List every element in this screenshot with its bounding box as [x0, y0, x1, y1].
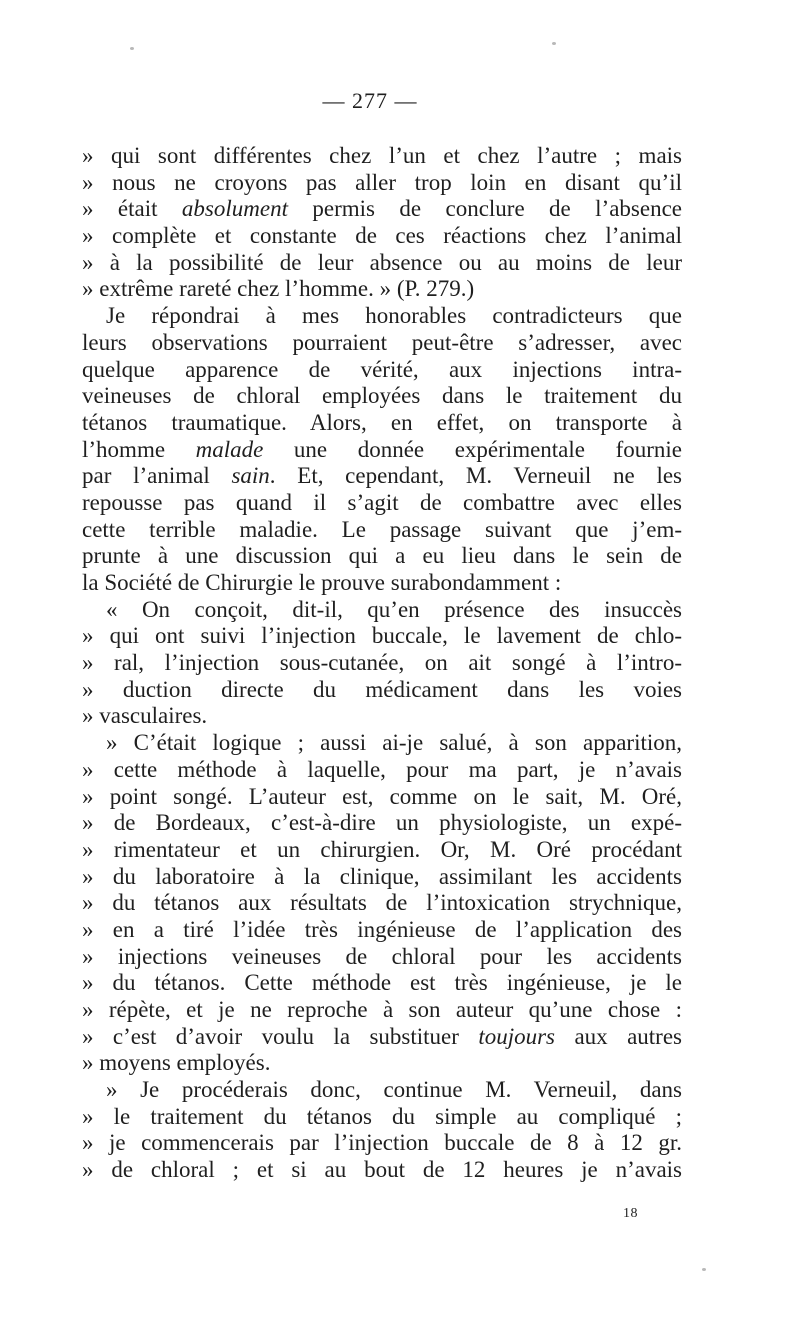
text-line [82, 410, 682, 437]
text-line [82, 864, 682, 891]
text-line [82, 703, 682, 730]
italic-word: sain [231, 463, 270, 489]
paper-speck [130, 47, 134, 50]
signature-mark: 18 [623, 1206, 638, 1221]
line-text: repousse pas quand il s’agit de combattre avec elles [82, 489, 682, 515]
text-line [82, 303, 682, 330]
text-line [82, 837, 682, 864]
text-line [82, 810, 682, 837]
line-text: » qui sont différentes chez l’un et chez l’autre ; mais [82, 143, 682, 168]
line-text: la Société de Chirurgie le prouve surabondamment : [82, 570, 562, 595]
line-text: » était [82, 196, 182, 222]
italic-word: toujours [478, 1023, 556, 1049]
line-text: prunte à une discussion qui a eu lieu dans le sein de [82, 543, 682, 569]
line-text: » moyens employés. [82, 1050, 271, 1076]
paper-speck [702, 1268, 706, 1271]
text-line [82, 944, 682, 971]
text-line [82, 357, 682, 384]
line-text: » le traitement du tétanos du simple au compliqué ; [82, 1103, 682, 1129]
line-text: » du laboratoire à la clinique, assimilant les accidents [82, 863, 682, 889]
text-line [82, 1024, 682, 1051]
italic-word: absolument [181, 196, 288, 222]
text-line [82, 143, 682, 170]
line-text: » à la possibilité de leur absence ou au moins de leur [82, 249, 682, 275]
line-text: » rimentateur et un chirurgien. Or, M. Oré procédant [82, 836, 682, 862]
text-line [82, 1077, 682, 1104]
line-text: cette terrible maladie. Le passage suivant que j’em- [82, 516, 682, 542]
text-line [82, 196, 682, 223]
line-text: quelque apparence de vérité, aux injections intra- [82, 356, 682, 382]
line-text: » vasculaires. [82, 703, 208, 729]
text-line [82, 890, 682, 917]
text-line [82, 543, 682, 570]
text-line [82, 570, 682, 597]
text-line [82, 623, 682, 650]
line-text: « On conçoit, dit-il, qu’en présence des insuccès [106, 596, 682, 622]
text-line [82, 1130, 682, 1157]
body-text [82, 143, 682, 1184]
line-text: » qui ont suivi l’injection buccale, le lavement de chlo- [82, 623, 682, 649]
line-text-continued: aux autres [555, 1023, 682, 1049]
text-line [82, 437, 682, 464]
line-text: » nous ne croyons pas aller trop loin en disant qu’il [82, 169, 682, 195]
page-number: — 277 — [322, 88, 418, 113]
line-text: tétanos traumatique. Alors, en effet, on transporte à [82, 409, 682, 435]
line-text: » cette méthode à laquelle, pour ma part, je n’avais [82, 756, 682, 782]
text-line [82, 223, 682, 250]
line-text: » de Bordeaux, c’est-à-dire un physiologiste, un expé- [82, 810, 682, 836]
line-text-continued: . Et, cependant, M. Verneuil ne les [269, 463, 682, 489]
paper-speck [552, 42, 556, 45]
line-text: » du tétanos aux résultats de l’intoxication strychnique, [82, 890, 682, 916]
line-text: » duction directe du médicament dans les voies [82, 676, 682, 702]
text-line [82, 597, 682, 624]
line-text: » c’est d’avoir voulu la substituer [82, 1023, 479, 1049]
text-line [82, 463, 682, 490]
text-line [82, 784, 682, 811]
line-text: » de chloral ; et si au bout de 12 heures je n’avais [82, 1157, 682, 1183]
line-text: » du tétanos. Cette méthode est très ingénieuse, je le [82, 970, 682, 996]
text-line [82, 1104, 682, 1131]
line-text: l’homme [82, 436, 196, 462]
text-line [82, 1157, 682, 1184]
line-text: » répète, et je ne reproche à son auteur qu’une chose : [82, 997, 682, 1022]
text-line [82, 383, 682, 410]
text-line [82, 490, 682, 517]
text-line [82, 330, 682, 357]
line-text-continued: une donnée expérimentale fournie [263, 436, 682, 462]
line-text-continued: permis de conclure de l’absence [287, 196, 683, 222]
text-line [82, 250, 682, 277]
line-text: » Je procéderais donc, continue M. Verneuil, dans [106, 1077, 682, 1103]
line-text: » ral, l’injection sous-cutanée, on ait songé à l’intro- [82, 650, 682, 676]
line-text: Je répondrai à mes honorables contradicteurs que [106, 303, 682, 329]
text-line [82, 276, 682, 303]
line-text: par l’animal [82, 463, 232, 489]
text-line [82, 730, 682, 757]
line-text: » en a tiré l’idée très ingénieuse de l’application des [82, 916, 682, 942]
text-line [82, 1050, 682, 1077]
line-text: » point songé. L’auteur est, comme on le sait, M. Oré, [82, 783, 682, 809]
line-text: » injections veineuses de chloral pour les accidents [82, 943, 682, 969]
text-line [82, 917, 682, 944]
text-line [82, 517, 682, 544]
line-text: leurs observations pourraient peut-être s’adresser, avec [82, 329, 682, 355]
text-line [82, 970, 682, 997]
line-text: » je commencerais par l’injection buccale de 8 à 12 gr. [82, 1130, 682, 1156]
line-text: » C’était logique ; aussi ai-je salué, à son apparition, [106, 730, 682, 756]
text-line [82, 170, 682, 197]
text-line [82, 757, 682, 784]
text-line [82, 997, 682, 1024]
text-line [82, 677, 682, 704]
line-text: » extrême rareté chez l’homme. » (P. 279.) [82, 276, 475, 302]
line-text: » complète et constante de ces réactions chez l’animal [82, 223, 682, 249]
italic-word: malade [195, 436, 264, 462]
line-text: veineuses de chloral employées dans le traitement du [82, 383, 682, 409]
text-line [82, 650, 682, 677]
